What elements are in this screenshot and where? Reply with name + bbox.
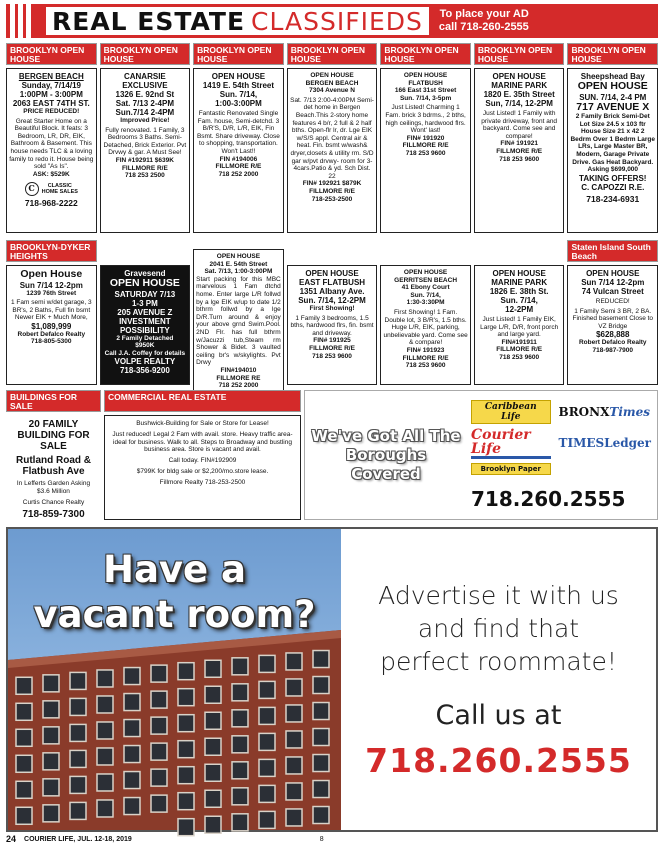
window-shape (286, 731, 302, 748)
listing-line: EXCLUSIVE (122, 81, 168, 90)
category-buildings-for-sale: BUILDINGS FOR SALE (6, 390, 101, 412)
ad-line: Call today. FIN#192909 (168, 457, 237, 465)
category-label: Staten Island South Beach (567, 240, 658, 262)
listing-line: FLATBUSH (408, 79, 443, 87)
window-shape (16, 807, 32, 824)
window-shape (259, 655, 275, 672)
headline-line2: vacant room? (33, 593, 316, 636)
building-sale-ad[interactable] (6, 415, 101, 524)
listing-phone[interactable]: 718-968-2222 (24, 198, 78, 209)
vacant-room-headline (8, 547, 341, 637)
window-shape (70, 776, 86, 793)
listing-line: FIN #194006 (219, 155, 258, 163)
listing-line: 2063 EAST 74TH ST. (12, 99, 90, 108)
listing-line: Sat. 7/13, 1:00-3:00PM (204, 268, 273, 276)
window-shape (313, 729, 329, 746)
category-label: BROOKLYN OPEN HOUSE (6, 43, 97, 65)
open-house-row-1 (6, 43, 658, 233)
logo-text2: HOME SALES (41, 189, 78, 196)
listing-line: 718 253 9600 (499, 353, 540, 361)
listing-line: Sun. 7/14, 12-2PM (298, 296, 366, 305)
listing-line: 1419 E. 54th Street (202, 81, 275, 90)
boroughs-promo[interactable] (304, 390, 658, 520)
listing-line: MARINE PARK (491, 81, 548, 90)
listing-line: 718 253 9600 (312, 352, 352, 360)
category-label: BROOKLYN OPEN HOUSE (100, 43, 191, 65)
listing-line: $628,888 (596, 330, 630, 340)
listing-line: OPEN HOUSE (577, 80, 648, 92)
window-shape (259, 759, 275, 776)
window-shape (178, 663, 194, 680)
buildings-for-sale-column (6, 390, 101, 520)
window-shape (178, 741, 194, 758)
window-shape (124, 772, 140, 789)
listing-line: 1 Family Semi 3 BR, 2 BA. Finished basement Close to VZ Bridge (572, 307, 654, 330)
listing-line: 1:30-3:30PM (406, 299, 445, 307)
listing-line: GERRITSEN BEACH (394, 276, 458, 284)
listing-ad[interactable] (474, 265, 565, 385)
listing-line: FIN #192911 $639K (115, 156, 174, 164)
page-footer (6, 834, 324, 844)
window-shape (16, 677, 32, 694)
window-shape (232, 762, 248, 779)
window-shape (286, 679, 302, 696)
window-shape (313, 781, 329, 798)
listing-column (380, 240, 471, 385)
ad-line3: perfect roommate! (380, 647, 617, 676)
listing-line: CANARSIE (123, 72, 166, 81)
window-shape (232, 684, 248, 701)
listing-ad[interactable] (567, 68, 658, 233)
listing-line: OPEN HOUSE (586, 269, 640, 278)
listing-column (6, 43, 97, 233)
category-commercial: COMMERCIAL REAL ESTATE (104, 390, 301, 412)
listing-line: OPEN HOUSE (492, 72, 546, 81)
listing-line: 718-253-2500 (311, 195, 353, 203)
window-shape (43, 805, 59, 822)
window-shape (286, 705, 302, 722)
window-shape (313, 651, 329, 668)
window-shape (70, 672, 86, 689)
listing-column (474, 43, 565, 233)
listing-column (380, 43, 471, 233)
window-shape (124, 798, 140, 815)
logo-text1: CLASSIC (47, 183, 72, 190)
listing-column (287, 240, 378, 385)
listing-line: 2041 E. 54th Street (209, 260, 268, 268)
listing-line: FILLMORE R/E (215, 163, 262, 171)
listing-line: Just Listed! 1 Family EIK, Large L/R, D/R, front porch and large yard. (480, 316, 559, 339)
window-shape (97, 800, 113, 817)
window-shape (43, 779, 59, 796)
listing-column (474, 240, 565, 385)
bronx-times-logo (559, 406, 651, 418)
listing-line: Fully renovated. 1 Family, 3 Bedrooms 3 Baths. Semi-Detached, Brick Exterior. Pvt Drvwy & gar. A Must See! (103, 126, 187, 157)
ad-line: Fillmore Realty 718-253-2500 (159, 478, 246, 486)
window-shape (205, 712, 221, 729)
page-number: 24 (6, 834, 17, 844)
listing-line: Call J.A. Coffey for details (104, 349, 186, 357)
window-shape (151, 795, 167, 812)
brick-building-illustration (8, 630, 341, 830)
window-shape (205, 738, 221, 755)
listing-line: FILLMORE R/E (496, 346, 543, 354)
listing-line: FILLMORE R/E (309, 344, 355, 352)
window-shape (205, 816, 221, 833)
window-shape (43, 727, 59, 744)
listing-line: OPEN HOUSE (216, 253, 261, 260)
listing-ad[interactable] (6, 265, 97, 385)
header-title-bold: REAL ESTATE (52, 6, 246, 36)
category-label: BROOKLYN OPEN HOUSE (380, 43, 471, 65)
listing-ad[interactable] (193, 249, 284, 394)
listing-line: 2 Family Brick Semi-Det Lot Size 24.5 x 103 ftr House Size 21 x 42 2 Bedrm Over 1 Bedrm Large LRs, Large Master BR, Modern, Garage Private Drive. Gas Heat Backyard. Asking $699,000 (570, 113, 656, 174)
listing-line: Fantastic Renovated Single Fam. house, Semi-detchd. 3 B/R'S, D/R, L/R, EIK, Fin Bsmt. Share driveway. Close to shopping, transportation. Won't Last!! (196, 110, 280, 155)
listing-line: 1-3 PM (131, 298, 158, 308)
listing-line: First Showing! (309, 305, 355, 312)
window-shape (232, 658, 248, 675)
window-shape (43, 753, 59, 770)
listing-line: OPEN HOUSE (403, 269, 448, 276)
listing-column (100, 240, 191, 385)
call-us-text: Call us at (435, 700, 562, 731)
listing-line: Sun, 7/14, 12-2PM (485, 99, 553, 108)
listing-line: Sun. 7/14, (219, 90, 258, 99)
listing-line: OPEN HOUSE (305, 269, 359, 278)
bronx-logo-part1: BRONX (558, 404, 610, 419)
listing-line: 1:00-3:00PM (215, 99, 262, 108)
listing-line: Sunday, 7/14/19 (21, 81, 81, 90)
listing-line: 1239 76th Street (26, 289, 77, 297)
listing-line: FILLMORE R/E (309, 187, 355, 195)
listing-line: OPEN HOUSE (109, 277, 180, 289)
issue-info: COURIER LIFE, JUL. 12-18, 2019 (24, 835, 132, 843)
headline-line1: Have a (103, 548, 246, 591)
commercial-column (104, 390, 301, 520)
listing-line: 718-987-7900 (592, 346, 633, 354)
window-shape (178, 819, 194, 836)
window-shape (97, 696, 113, 713)
listing-line: 718 253 9600 (405, 362, 446, 370)
listing-line: 717 AVENUE X (576, 100, 650, 113)
vacant-room-ad[interactable] (6, 527, 658, 832)
window-shape (151, 691, 167, 708)
place-ad-info (439, 8, 529, 34)
window-shape (70, 750, 86, 767)
listing-line: Sun 7/14 12-2pm (19, 280, 83, 290)
listing-ad[interactable] (6, 68, 97, 233)
courier-life-logo: Courier Life (471, 428, 551, 459)
listing-line: 1:00PM - 3:00PM (19, 90, 83, 99)
listing-line: 1820 E. 35th Street (483, 90, 555, 99)
window-shape (16, 703, 32, 720)
listing-ad[interactable] (193, 68, 284, 233)
listing-line: 718-356-9200 (119, 366, 170, 376)
window-shape (178, 793, 194, 810)
window-shape (232, 814, 248, 831)
window-shape (232, 736, 248, 753)
listing-line: Sat. 7/13 2-4PM (115, 99, 174, 108)
ad-line: 718-859-7300 (22, 509, 85, 521)
window-shape (151, 769, 167, 786)
ad-line: Rutland Road & Flatbush Ave (16, 455, 91, 477)
listing-ad[interactable] (100, 68, 191, 233)
window-shape (124, 746, 140, 763)
header-bar (6, 4, 658, 38)
window-shape (178, 715, 194, 732)
window-shape (151, 743, 167, 760)
listing-line: 7304 Avenue N (309, 87, 355, 95)
promo-slogan: We've Got All The Boroughs Covered (311, 426, 461, 483)
listing-column (6, 240, 97, 385)
window-shape (70, 802, 86, 819)
listing-line: INVESTMENT POSSIBILITY (119, 316, 171, 335)
listing-line: FIN# 192921 $879K (302, 180, 362, 188)
listing-column (193, 43, 284, 233)
listing-line: FIN#194010 (220, 366, 257, 374)
window-shape (313, 703, 329, 720)
ad-line: Just reduced! Legal 2 Fam with avail. store. Heavy traffic area- ideal for business. Walk to all. Steps to Broadway and bustling business area. Store is vacant and avail. (112, 430, 293, 454)
listing-line: Sheepshead Bay (580, 72, 645, 81)
listing-line: 718 252 2000 (218, 382, 259, 390)
listing-line: Great Starter Home on a Beautiful Block. It feats: 3 Bedroom, LR, DR, EIK, Bathroom & Basement. This house needs TLC & a loving family to redo it. House being sold "As Is". (9, 117, 94, 171)
window-shape (232, 788, 248, 805)
window-shape (97, 670, 113, 687)
listing-line: $950K (135, 342, 155, 350)
listing-line: 718 253 2500 (124, 172, 165, 180)
listing-phone[interactable]: 718-234-6931 (586, 193, 640, 204)
place-ad-line1: To place your AD (439, 8, 529, 20)
classic-home-sales-logo (9, 182, 94, 196)
listing-line: Sun. 7/14, 3-5pm (399, 94, 452, 102)
listing-line: 74 Vulcan Street (581, 287, 644, 296)
listing-line: SATURDAY 7/13 (114, 289, 176, 299)
listing-ad[interactable] (100, 265, 191, 385)
window-shape (124, 720, 140, 737)
window-shape (205, 764, 221, 781)
bronx-logo-part2: Times (609, 404, 650, 419)
window-shape (259, 733, 275, 750)
listing-ad[interactable] (474, 68, 565, 233)
window-shape (205, 686, 221, 703)
caribbean-life-logo: Caribbean Life (471, 400, 551, 424)
window-shape (43, 675, 59, 692)
listing-ad[interactable] (380, 68, 471, 233)
roommate-ad-text (341, 529, 656, 830)
listing-line: FILLMORE RE (216, 374, 261, 382)
window-shape (124, 668, 140, 685)
header-stripes (6, 4, 46, 38)
listing-line: Sun. 7/14, (500, 296, 538, 305)
listing-line: Start packing for this MBC marvelous 1 Fam dtchd home. Enter large L/R follwd by a lge EIK w/up to date 1/2 bthrm follwd by a lge D/R.Turn around & enjoy your above grnd Swim.Pool. 2ND Flr. has full bthrm w/Jacuzzi tub,Steam rm Shower & Bidet. 3 vaulted ceiling br's w/skylights. Pvt Drwy (196, 275, 281, 367)
logo-letter: C (25, 182, 39, 196)
listing-column (567, 43, 658, 233)
listing-line: SUN. 7/14, 2-4 PM (579, 92, 647, 102)
window-shape (124, 694, 140, 711)
listing-ad[interactable] (567, 265, 658, 385)
listing-line: FIN#191911 (501, 338, 537, 346)
listing-line: BERGEN BEACH (18, 72, 84, 81)
listing-line: Sat. 7/13 2:00-4:00PM Semi-det home in Bergen Beach.This 2-story home features 4 b/r, 2 full & 2 half bths. Open-flr lr, dr. Lge EIK w/S/S appl. Central air & heat. Fin. bsmt w/wash& dryer,closets & utility rm. S/D gar w/pvt drvwy- room for 3-4cars.Patio & yd. Sch Dist. 22 (290, 96, 374, 180)
window-shape (178, 767, 194, 784)
window-shape (97, 722, 113, 739)
listing-line: 1 Family 3 bedrooms, 1.5 bths, hardwood flrs, fin. bsmt and driveway. (290, 314, 374, 337)
listings-row-3 (6, 390, 658, 520)
window-shape (205, 790, 221, 807)
listing-line: Just Listed! 1 Family with private driveway, front and backyard. Come see and compare! (481, 110, 558, 140)
brooklyn-paper-logo: Brooklyn Paper (471, 463, 551, 475)
listing-line: FIN# 191925 (313, 337, 351, 345)
ad-line: 20 FAMILY BUILDING FOR SALE (17, 419, 90, 452)
listing-line: BERGEN BEACH (305, 79, 359, 87)
listing-line: First Showing! 1 Fam. Double lot, 3 B/R's, 1.5 bths. Huge L/R, EIK, parking, unbelievable yard. Come see & compare! (383, 308, 468, 347)
window-shape (16, 755, 32, 772)
listing-line: 205 AVENUE Z (117, 307, 173, 317)
listing-line: 1351 Albany Ave. (299, 287, 365, 296)
window-shape (70, 724, 86, 741)
listing-line: 12-2PM (505, 305, 534, 314)
listing-line: FILLMORE R/E (402, 142, 449, 150)
roommate-ad-phone[interactable]: 718.260.2555 (365, 741, 632, 780)
window-shape (16, 781, 32, 798)
ad-line: Curtis Chance Realty (22, 498, 85, 506)
page-mark: 8 (319, 835, 324, 843)
listing-line: Robert Defalco Realty (17, 330, 86, 338)
window-shape (286, 809, 302, 826)
category-label: BROOKLYN-DYKER HEIGHTS (6, 240, 97, 262)
open-house-row-2 (6, 240, 658, 390)
listing-line: Robert Defalco Realty (578, 339, 647, 347)
window-shape (259, 811, 275, 828)
window-shape (286, 653, 302, 670)
listing-line: Open House (20, 268, 83, 280)
category-label: BROOKLYN OPEN HOUSE (474, 43, 565, 65)
listing-line: 1826 E. 38th St. (489, 287, 549, 296)
listing-line: 718 253 9600 (499, 155, 540, 163)
category-label: BROOKLYN OPEN HOUSE (287, 43, 378, 65)
place-ad-phone[interactable]: call 718-260-2555 (438, 21, 529, 33)
listing-line: 718 253 9600 (405, 149, 446, 157)
listing-line: FILLMORE R/E (121, 164, 168, 172)
listing-line: PRICE REDUCED! (23, 108, 80, 115)
listing-line: 1326 E. 92nd St (115, 90, 175, 99)
listing-line: Improved Price! (120, 117, 170, 124)
window-shape (259, 681, 275, 698)
header-title-light: CLASSIFIEDS (251, 6, 423, 36)
window-shape (151, 717, 167, 734)
listing-line: 718 252 2000 (218, 170, 259, 178)
window-shape (43, 701, 59, 718)
listing-column (287, 43, 378, 233)
listing-line: 2 Family Detached (116, 334, 174, 342)
window-shape (313, 677, 329, 694)
listing-ad[interactable] (287, 265, 378, 385)
listing-line: TAKING OFFERS! (579, 173, 647, 183)
window-shape (313, 807, 329, 824)
listing-ad[interactable] (380, 265, 471, 385)
listing-column (193, 240, 284, 390)
ad-line2: and find that (417, 614, 580, 643)
listing-line: OPEN HOUSE (211, 72, 266, 81)
building-photo (8, 529, 341, 830)
window-shape (259, 707, 275, 724)
window-shape (178, 689, 194, 706)
listing-line: OPEN HOUSE (310, 72, 354, 79)
listing-line: 718-805-5300 (31, 338, 72, 346)
listing-line: VOLPE REALTY (114, 357, 176, 367)
ad-line: Bushwick-Building for Sale or Store for Lease! (136, 420, 269, 427)
listing-line: FIN# 191920 (406, 134, 445, 142)
listing-line: C. CAPOZZI R.E. (581, 182, 645, 192)
ad-line: In Lefferts Garden Asking $3.6 Million (16, 480, 91, 495)
header-title-box (46, 7, 429, 35)
listing-line: FILLMORE R/E (496, 147, 543, 155)
category-label: BROOKLYN OPEN HOUSE (193, 43, 284, 65)
listing-line: FIN# 191921 (500, 140, 538, 148)
window-shape (16, 729, 32, 746)
listing-column (567, 240, 658, 385)
listing-line: OPEN HOUSE (403, 72, 448, 79)
listing-line: Gravesend (124, 269, 166, 278)
listing-line: OPEN HOUSE (492, 269, 546, 278)
listing-line: MARINE PARK (491, 278, 548, 287)
window-shape (286, 783, 302, 800)
ad-line1: Advertise it with us (378, 581, 619, 610)
listing-line: FILLMORE R/E (402, 354, 449, 362)
listing-line: REDUCED! (595, 298, 630, 305)
listing-line: Sun.7/14 2-4PM (115, 108, 175, 117)
listing-ad[interactable] (287, 68, 378, 233)
times-ledger-logo: TIMESLedger (558, 436, 651, 450)
category-label: BROOKLYN OPEN HOUSE (567, 43, 658, 65)
window-shape (313, 755, 329, 772)
listing-line: EAST FLATBUSH (298, 278, 366, 287)
listing-line: FIN# 191923 (406, 346, 445, 354)
window-shape (70, 698, 86, 715)
commercial-ad[interactable] (104, 415, 301, 520)
listing-line: Sun 7/14 12-2pm (581, 278, 645, 287)
listing-line: ASK: $529K (32, 170, 70, 178)
listing-line: 166 East 31st Street (394, 87, 457, 95)
promo-mastheads (461, 400, 651, 511)
listing-line: $1,089,999 (31, 321, 72, 331)
window-shape (259, 785, 275, 802)
listing-line: 1 Fam semi w/det garage, 3 BR's, 2 Baths, Full fin bsmt Newer EIK + Much More, (11, 299, 92, 322)
window-shape (286, 757, 302, 774)
window-shape (232, 710, 248, 727)
ad-line: $799K for bldg sale or $2,200/mo.store lease. (136, 467, 269, 475)
promo-phone[interactable]: 718.260.2555 (471, 486, 626, 511)
listing-column (100, 43, 191, 233)
listing-line: Sun. 7/14, (410, 291, 441, 299)
window-shape (97, 774, 113, 791)
listing-line: 41 Ebony Court (401, 284, 450, 292)
window-shape (151, 665, 167, 682)
listing-line: Just Listed! Charming 1 Fam. brick 3 bdrms., 2 bths, high ceilings, hardwood flrs. Wont' last! (385, 104, 466, 135)
window-shape (97, 748, 113, 765)
window-shape (205, 660, 221, 677)
